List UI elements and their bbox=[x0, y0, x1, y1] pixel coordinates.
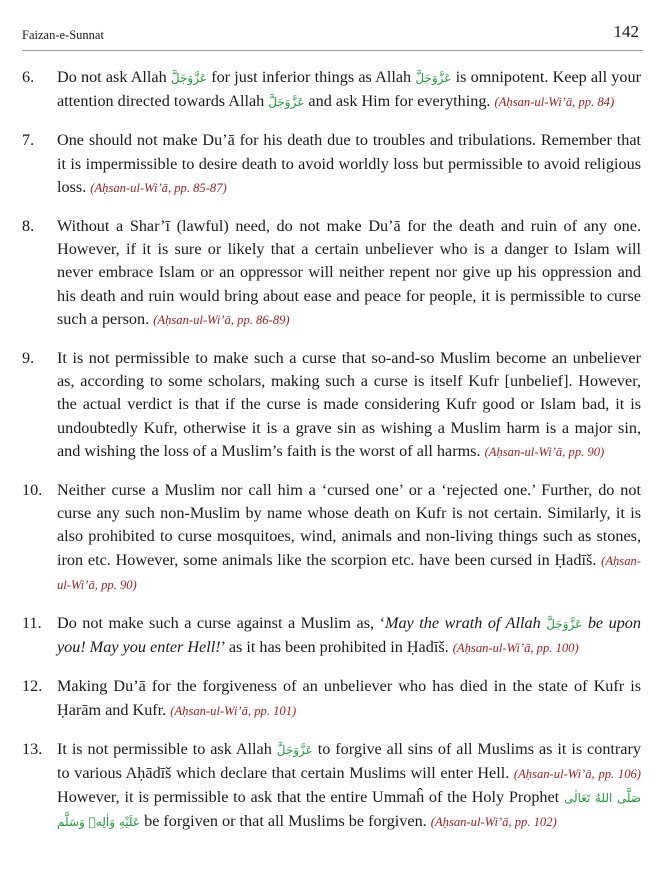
list-item-12 bbox=[22, 675, 641, 722]
item-text: be forgiven or that all Muslims be forgiven. bbox=[140, 812, 431, 831]
item-number: 7. bbox=[22, 131, 35, 150]
arabic-honorific: عَزَّوَجَلَّ bbox=[276, 742, 313, 757]
item-number: 8. bbox=[22, 217, 35, 236]
italic-quote: May the wrath of Allah bbox=[384, 614, 547, 633]
reference: (Aḥsan-ul-Wi’ā, pp. 90) bbox=[57, 553, 641, 592]
item-text: Making Du’ā for the forgiveness of an unbeliever who has died in the state of Kufr is Ḥarām and Kufr. bbox=[57, 677, 641, 719]
italic-quote: be upon you! May you enter Hell! bbox=[57, 614, 641, 657]
item-text: However, it is permissible to ask that the entire Ummaĥ of the Holy Prophet bbox=[57, 788, 564, 807]
item-text: Do not ask Allah bbox=[57, 68, 171, 86]
list-item-8 bbox=[22, 215, 641, 332]
item-text: to forgive all sins of all Muslims as it is contrary to various Aḥādīš which declare that certain Muslims will enter Hell. bbox=[57, 739, 641, 783]
reference: (Aḥsan-ul-Wi’ā, pp. 90) bbox=[484, 444, 605, 459]
arabic-honorific: عَزَّوَجَلَّ bbox=[546, 617, 583, 632]
item-number: 9. bbox=[22, 349, 35, 368]
list-item-6 bbox=[22, 66, 641, 114]
arabic-honorific: عَزَّوَجَلَّ bbox=[268, 95, 305, 110]
page-number: 142 bbox=[613, 22, 639, 41]
item-text: Neither curse a Muslim nor call him a ‘cursed one’ or a ‘rejected one.’ Further, do not curse any such non-Muslim by name whose death on Kufr is not certain. Similarly, it is also prohibited to curse mosquitoes, wind, animals and non-living things such as stones, iron etc. However, some animals like the scorpion etc. have been cursed in Ḥadīš. bbox=[57, 481, 641, 569]
item-text: for just inferior things as Allah bbox=[207, 68, 416, 86]
item-number: 13. bbox=[22, 739, 43, 758]
item-text: Do not make such a curse against a Muslim as, ‘ bbox=[57, 614, 385, 633]
item-text: One should not make Du’ā for his death due to troubles and tribulations. Remember that it is impermissible to desire death to avoid worldly loss but permissible to avoid religious loss. bbox=[57, 131, 641, 196]
reference: (Aḥsan-ul-Wi’ā, pp. 85-87) bbox=[90, 180, 227, 195]
rulings-list bbox=[22, 66, 641, 850]
list-item-13 bbox=[22, 738, 641, 835]
arabic-honorific: عَزَّوَجَلَّ bbox=[415, 71, 452, 85]
item-number: 6. bbox=[22, 68, 35, 86]
reference: (Aḥsan-ul-Wi’ā, pp. 101) bbox=[170, 703, 297, 718]
page-header bbox=[22, 22, 643, 51]
item-number: 12. bbox=[22, 677, 43, 696]
book-title: Faizan-e-Sunnat bbox=[22, 28, 104, 42]
item-text: is omnipotent. Keep all your attention directed towards Allah bbox=[57, 68, 641, 111]
reference: (Aḥsan-ul-Wi’ā, pp. 84) bbox=[494, 95, 615, 110]
item-text: It is not permissible to make such a curse that so-and-so Muslim become an unbeliever as, according to some scholars, making such a curse is itself Kufr [unbelief]. However, the actual verdict is that if the curse is made considering Kufr good or Islam bad, it is undoubtedly Kufr, otherwise it is a grave sin as wishing a Muslim harm is a major sin, and wishing the loss of a Muslim’s faith is the worst of all harms. bbox=[57, 349, 641, 460]
list-item-9 bbox=[22, 347, 641, 464]
list-item-7 bbox=[22, 129, 641, 200]
arabic-honorific: عَزَّوَجَلَّ bbox=[170, 71, 207, 85]
item-text: ’ as it has been prohibited in Ḥadīš. bbox=[220, 638, 453, 657]
list-item-10 bbox=[22, 479, 641, 597]
arabic-salawat: صَلَّى اللهُ تَعَالٰى عَلَيْهِ وَاٰلِهٖ وَسَلَّم bbox=[57, 791, 642, 830]
item-number: 10. bbox=[22, 481, 43, 500]
list-item-11 bbox=[22, 612, 641, 660]
reference: (Aḥsan-ul-Wi’ā, pp. 86-89) bbox=[153, 312, 290, 327]
reference: (Aḥsan-ul-Wi’ā, pp. 100) bbox=[452, 641, 579, 656]
item-text: and ask Him for everything. bbox=[304, 92, 495, 111]
item-text: It is not permissible to ask Allah bbox=[57, 739, 277, 758]
reference: (Aḥsan-ul-Wi’ā, pp. 106) bbox=[513, 767, 642, 782]
item-number: 11. bbox=[22, 614, 42, 633]
reference: (Aḥsan-ul-Wi’ā, pp. 102) bbox=[430, 815, 557, 830]
item-text: Without a Shar’ī (lawful) need, do not make Du’ā for the death and ruin of any one. However, if it is sure or likely that a certain unbeliever who is a danger to Islam will never embrace Islam or an oppressor will neither repent nor give up his oppression and his death and ruin would bring about ease and peace for people, it is permissible to curse such a person. bbox=[57, 217, 641, 328]
